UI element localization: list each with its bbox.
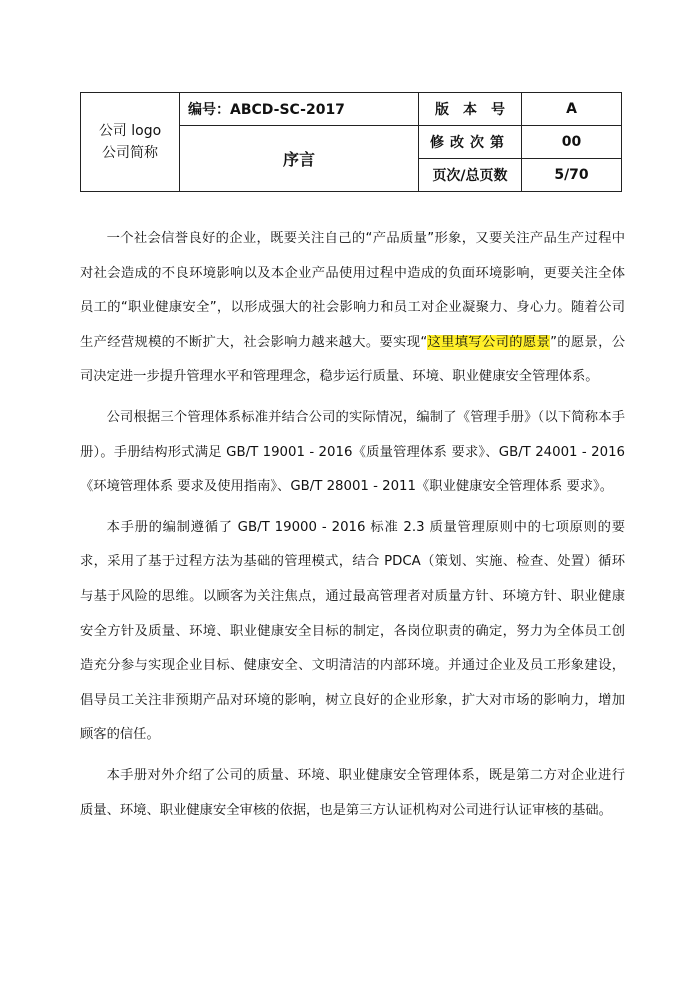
page-label: 页次/总页数 (419, 159, 522, 192)
company-logo-text: 公司 logo (98, 123, 162, 139)
paragraph-2: 公司根据三个管理体系标准并结合公司的实际情况，编制了《管理手册》（以下简称本手册）。手册结构形式满足 GB/T 19001 - 2016《质量管理体系 要求》、GB/T 24001 - 2016《环境管理体系 要求及使用指南》、GB/T 28001 - 2011《职业健康安全管理体系 要求》。 (80, 409, 625, 495)
paragraph-3: 本手册的编制遵循了 GB/T 19000 - 2016 标准 2.3 质量管理原则中的七项原则的要求，采用了基于过程方法为基础的管理模式，结合 PDCA（策划、实施、检查、处置）循环与基于风险的思维。以顾客为关注焦点，通过最高管理者对质量方针、环境方针、职业健康安全方针及质量、环境、职业健康安全目标的制定，各岗位职责的确定，努力为全体员工创造充分参与实现企业目标、健康安全、文明清洁的内部环境。并通过企业及员工形象建设，倡导员工关注非预期产品对环境的影响，树立良好的企业形象，扩大对市场的影响力，增加顾客的信任。 (80, 519, 625, 743)
company-short-name: 公司简称 (102, 145, 158, 161)
paragraph-4: 本手册对外介绍了公司的质量、环境、职业健康安全管理体系，既是第二方对企业进行质量、环境、职业健康安全审核的依据，也是第三方认证机构对公司进行认证审核的基础。 (80, 767, 625, 818)
paragraph-1-part-a: 一个社会信誉良好的企业，既要关注自己的“产品质量”形象，又要关注产品生产过程中对社会造成的不良环境影响以及本企业产品使用过程中造成的负面环境影响，更要关注全体员工的“职业健康安全”，以形成强大的社会影响力和员工对企业凝聚力、身心力。随着公司生产经营规模的不断扩大，社会影响力越来越大。要实现“ (80, 231, 625, 350)
paragraph-1-part-b: ”的愿景，公司决定进一步提升管理水平和管理理念，稳步运行质量、环境、职业健康安全管理体系。 (80, 334, 626, 385)
paragraph-1 (80, 222, 625, 395)
vision-placeholder-highlight: 这里填写公司的愿景 (427, 334, 551, 350)
revision-value: 00 (522, 126, 622, 159)
logo-cell (81, 93, 180, 192)
page-value: 5/70 (522, 159, 622, 192)
version-value: A (522, 93, 622, 126)
document-code: 编号：ABCD-SC-2017 (180, 93, 419, 126)
document-title: 序言 (180, 126, 419, 192)
preface-body (80, 222, 625, 834)
version-label: 版 本 号 (419, 93, 522, 126)
revision-label: 修改次第 (419, 126, 522, 159)
document-header-table (80, 92, 622, 192)
